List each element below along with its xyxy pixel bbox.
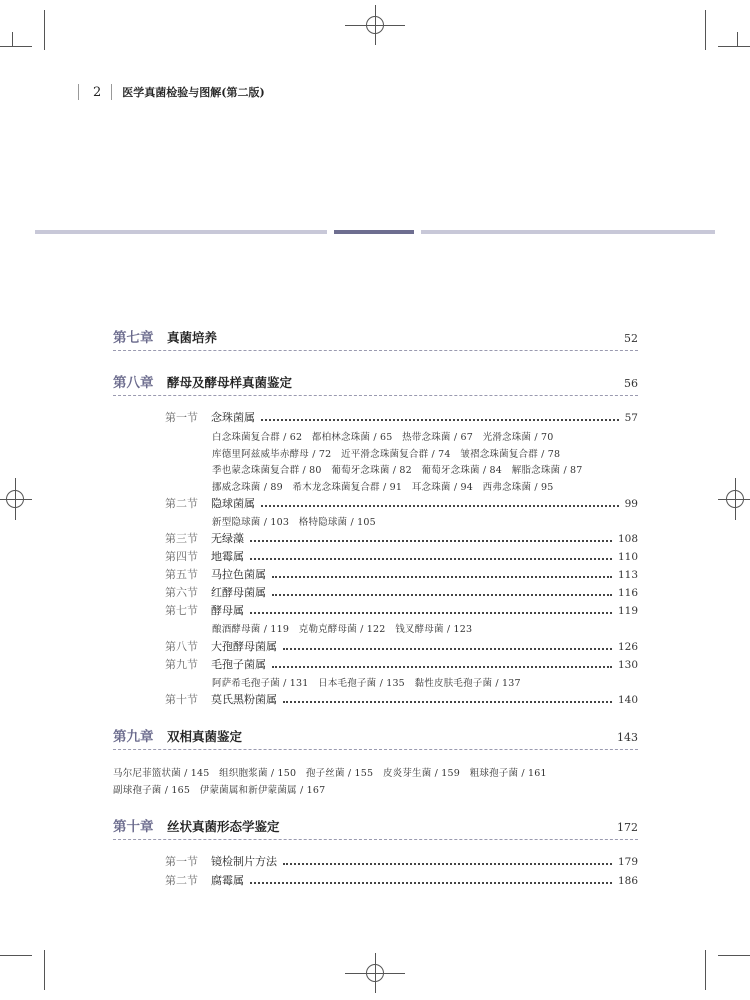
toc-entry-section[interactable] bbox=[165, 495, 638, 511]
subentry-line: 酿酒酵母菌 / 119 克勒克酵母菌 / 122 钱叉酵母菌 / 123 bbox=[212, 624, 473, 635]
section-title: 酵母属 bbox=[211, 604, 244, 617]
toc-entry-section[interactable] bbox=[165, 584, 638, 600]
section-number: 第六节 bbox=[165, 586, 198, 599]
section-number: 第二节 bbox=[165, 497, 198, 510]
section-number: 第八节 bbox=[165, 640, 198, 653]
toc-entry-section[interactable] bbox=[165, 548, 638, 564]
chapter-10 bbox=[113, 815, 638, 840]
chapter-number: 第十章 bbox=[113, 819, 154, 835]
leader-dots bbox=[272, 666, 612, 668]
subentry-line: 白念珠菌复合群 / 62 都柏林念珠菌 / 65 热带念珠菌 / 67 光滑念珠菌 / 70 bbox=[212, 432, 554, 443]
section-title: 毛孢子菌属 bbox=[211, 658, 266, 671]
section-title: 红酵母菌属 bbox=[211, 586, 266, 599]
leader-dots bbox=[261, 505, 619, 507]
chapter-number: 第七章 bbox=[113, 330, 154, 346]
subentry-line: 季也蒙念珠菌复合群 / 80 葡萄牙念珠菌 / 82 葡萄牙念珠菌 / 84 解脂念珠菌 / 87 bbox=[212, 465, 583, 476]
section-page: 110 bbox=[617, 551, 638, 563]
toc-entry-section[interactable] bbox=[165, 409, 638, 425]
section-page: 140 bbox=[617, 694, 638, 706]
section-page: 57 bbox=[624, 412, 638, 424]
chapter-title: 真菌培养 bbox=[167, 330, 218, 345]
section-number: 第一节 bbox=[165, 855, 198, 868]
subentry-line: 副球孢子菌 / 165 伊蒙菌属和新伊蒙菌属 / 167 bbox=[113, 785, 326, 796]
section-page: 179 bbox=[617, 856, 638, 868]
section-title: 镜检制片方法 bbox=[211, 855, 277, 868]
toc-entry-section[interactable] bbox=[165, 530, 638, 546]
toc-entry-section[interactable] bbox=[165, 638, 638, 654]
section-page: 108 bbox=[617, 533, 638, 545]
toc-entry-section[interactable] bbox=[165, 691, 638, 707]
subentry-line: 阿萨希毛孢子菌 / 131 日本毛孢子菌 / 135 黏性皮肤毛孢子菌 / 137 bbox=[212, 678, 521, 689]
section-number: 第二节 bbox=[165, 874, 198, 887]
section-title: 无绿藻 bbox=[211, 532, 244, 545]
subentry-line: 马尔尼菲篮状菌 / 145 组织胞浆菌 / 150 孢子丝菌 / 155 皮炎芽生菌 / 159 粗球孢子菌 / 161 bbox=[113, 768, 547, 779]
chapter-divider bbox=[113, 395, 638, 396]
chapter-number: 第八章 bbox=[113, 375, 154, 391]
chapter-divider bbox=[113, 839, 638, 840]
section-number: 第四节 bbox=[165, 550, 198, 563]
section-title: 腐霉属 bbox=[211, 874, 244, 887]
leader-dots bbox=[283, 701, 612, 703]
chapter-title: 丝状真菌形态学鉴定 bbox=[167, 819, 280, 834]
section-page: 113 bbox=[617, 569, 638, 581]
page-number: 2 bbox=[93, 84, 102, 100]
chapter-page: 52 bbox=[624, 332, 638, 345]
section-number: 第一节 bbox=[165, 411, 198, 424]
subentry-line: 库德里阿兹威毕赤酵母 / 72 近平滑念珠菌复合群 / 74 皱褶念珠菌复合群 / 78 bbox=[212, 449, 561, 460]
toc-entry-section[interactable] bbox=[165, 656, 638, 672]
decorative-bar-right bbox=[421, 230, 715, 234]
leader-dots bbox=[250, 558, 612, 560]
section-page: 126 bbox=[617, 641, 638, 653]
leader-dots bbox=[283, 648, 612, 650]
subentry-line: 挪威念珠菌 / 89 希木龙念珠菌复合群 / 91 耳念珠菌 / 94 西弗念珠菌 / 95 bbox=[212, 482, 554, 493]
section-title: 地霉属 bbox=[211, 550, 244, 563]
toc-entry-section[interactable] bbox=[165, 602, 638, 618]
chapter-page: 56 bbox=[624, 377, 638, 390]
leader-dots bbox=[272, 576, 612, 578]
decorative-bar-center bbox=[334, 230, 414, 234]
section-page: 116 bbox=[617, 587, 638, 599]
chapter-9 bbox=[113, 725, 638, 750]
section-page: 186 bbox=[617, 875, 638, 887]
toc-entry-section[interactable] bbox=[165, 853, 638, 869]
section-title: 大孢酵母菌属 bbox=[211, 640, 277, 653]
section-number: 第十节 bbox=[165, 693, 198, 706]
chapter-number: 第九章 bbox=[113, 729, 154, 745]
leader-dots bbox=[261, 419, 619, 421]
chapter-divider bbox=[113, 749, 638, 750]
header-divider-right bbox=[111, 84, 112, 100]
leader-dots bbox=[250, 882, 612, 884]
section-title: 莫氏黑粉菌属 bbox=[211, 693, 277, 706]
section-number: 第三节 bbox=[165, 532, 198, 545]
toc-entry-section[interactable] bbox=[165, 566, 638, 582]
section-title: 念珠菌属 bbox=[211, 411, 255, 424]
section-page: 99 bbox=[624, 498, 638, 510]
toc-entry-section[interactable] bbox=[165, 872, 638, 888]
chapter-divider bbox=[113, 350, 638, 351]
header-divider-left bbox=[78, 84, 79, 100]
decorative-bar-left bbox=[35, 230, 327, 234]
leader-dots bbox=[250, 540, 612, 542]
section-number: 第五节 bbox=[165, 568, 198, 581]
book-title: 医学真菌检验与图解(第二版) bbox=[122, 86, 265, 99]
section-number: 第九节 bbox=[165, 658, 198, 671]
section-title: 隐球菌属 bbox=[211, 497, 255, 510]
subentry-line: 新型隐球菌 / 103 格特隐球菌 / 105 bbox=[212, 517, 376, 528]
chapter-title: 双相真菌鉴定 bbox=[167, 729, 243, 744]
chapter-7 bbox=[113, 326, 638, 351]
chapter-title: 酵母及酵母样真菌鉴定 bbox=[167, 375, 293, 390]
leader-dots bbox=[250, 612, 612, 614]
section-title: 马拉色菌属 bbox=[211, 568, 266, 581]
leader-dots bbox=[272, 594, 612, 596]
section-number: 第七节 bbox=[165, 604, 198, 617]
chapter-8 bbox=[113, 371, 638, 396]
leader-dots bbox=[283, 863, 612, 865]
chapter-page: 172 bbox=[617, 821, 638, 834]
running-header bbox=[78, 82, 265, 102]
section-page: 119 bbox=[617, 605, 638, 617]
chapter-page: 143 bbox=[617, 731, 638, 744]
section-page: 130 bbox=[617, 659, 638, 671]
